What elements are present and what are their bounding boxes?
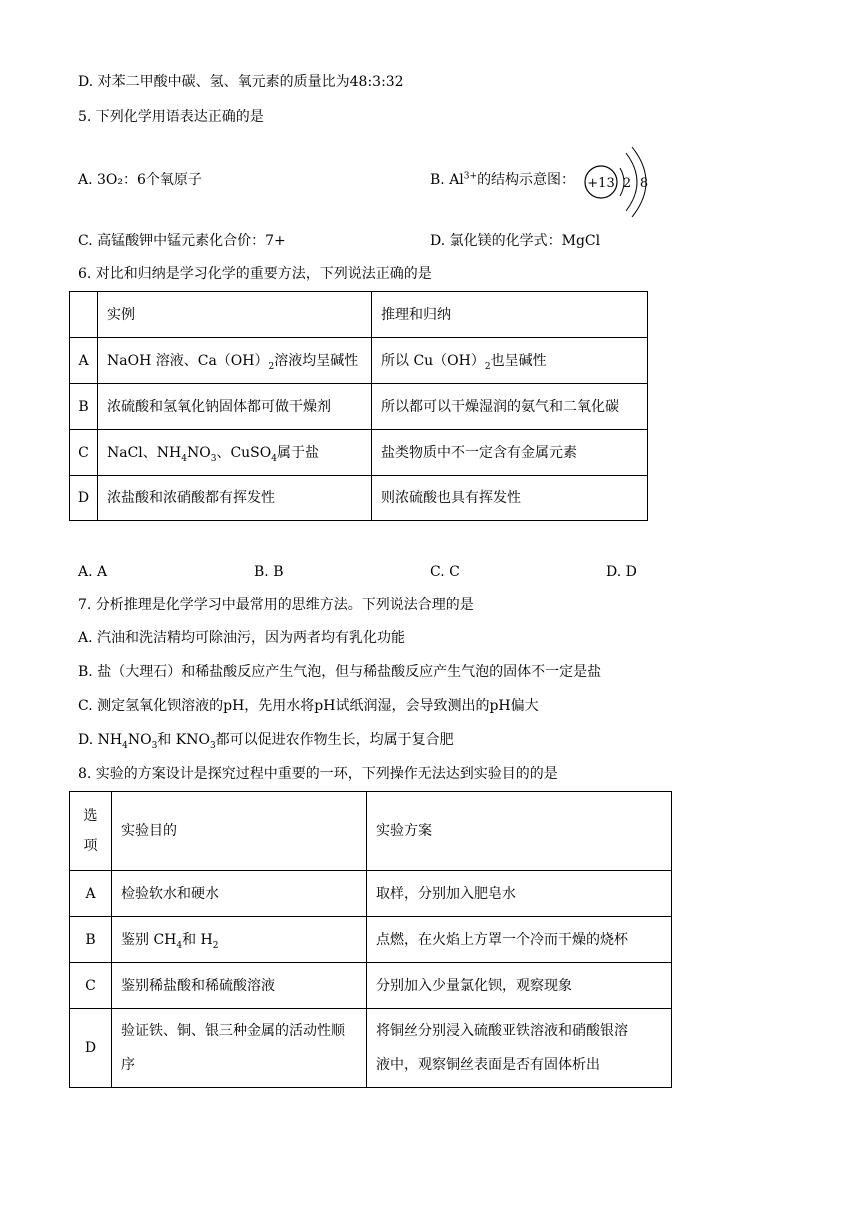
text-run: 验证铁、铜、银三种金属的活动性顺 — [121, 1023, 345, 1039]
shell-1-electrons: 2 — [622, 176, 632, 191]
q5-stem: 5. 下列化学用语表达正确的是 — [78, 109, 264, 125]
q6-option-c: C. C — [430, 564, 460, 580]
subscript: 4 — [122, 740, 128, 751]
row-label: A — [70, 338, 98, 384]
row-label: C — [70, 963, 112, 1009]
row-label: B — [70, 917, 112, 963]
q7-option-b: B. 盐（大理石）和稀盐酸反应产生气泡，但与稀盐酸反应产生气泡的固体不一定是盐 — [78, 664, 602, 680]
q5-option-a: A. 3O₂：6个氧原子 — [78, 172, 202, 188]
subscript: 3 — [209, 740, 216, 751]
row-example: 浓盐酸和浓硝酸都有挥发性 — [98, 476, 372, 521]
text-run: 、CuSO — [216, 444, 272, 461]
q5-option-b-suffix: 的结构示意图： — [477, 172, 576, 188]
table-row — [70, 430, 648, 476]
table-row — [70, 384, 648, 430]
text-run: 所以 Cu（OH） — [381, 352, 485, 369]
row-plan — [367, 1009, 672, 1088]
text-run: 溶液均呈碱性 — [274, 352, 359, 369]
text-run: 属于盐 — [276, 444, 319, 461]
table-row — [70, 917, 672, 963]
q7-option-a: A. 汽油和洗洁精均可除油污，因为两者均有乳化功能 — [78, 630, 406, 646]
q6-option-d: D. D — [606, 564, 637, 580]
q8-stem: 8. 实验的方案设计是探究过程中重要的一环，下列操作无法达到实验目的的是 — [78, 766, 558, 782]
row-plan: 点燃，在火焰上方罩一个冷而干燥的烧杯 — [367, 917, 672, 963]
header-plan: 实验方案 — [367, 792, 672, 871]
q7-option-c: C. 测定氢氧化钡溶液的pH，先用水将pH试纸润湿，会导致测出的pH偏大 — [78, 698, 539, 714]
text-run: NO — [127, 732, 152, 748]
table-header-row — [70, 792, 672, 871]
subscript: 4 — [176, 940, 183, 951]
header-blank-cell — [70, 292, 98, 338]
table-row — [70, 1009, 672, 1088]
q6-table — [69, 291, 648, 521]
table-row — [70, 476, 648, 521]
header-option — [70, 792, 112, 871]
q7-stem: 7. 分析推理是化学学习中最常用的思维方法。下列说法合理的是 — [78, 597, 474, 613]
q5-ion-charge: 3+ — [463, 171, 478, 182]
text-run: 序 — [121, 1057, 135, 1073]
text-run: 将铜丝分别浸入硫酸亚铁溶液和硝酸银溶 — [376, 1023, 628, 1039]
header-example: 实例 — [98, 292, 372, 338]
row-purpose: 鉴别稀盐酸和稀硫酸溶液 — [112, 963, 367, 1009]
text-run: 也呈碱性 — [490, 352, 547, 369]
nucleus-charge: +13 — [587, 176, 615, 191]
q5-option-c: C. 高锰酸钾中锰元素化合价：7+ — [78, 233, 286, 249]
shell-2-electrons: 8 — [639, 176, 649, 191]
text-run: 和 KNO — [157, 732, 210, 748]
subscript: 2 — [212, 940, 219, 951]
text-run: NO — [186, 444, 211, 461]
text-run: 都可以促进农作物生长，均属于复合肥 — [215, 732, 454, 748]
q6-option-a: A. A — [78, 564, 108, 580]
text-run: 鉴别 CH — [121, 931, 177, 948]
subscript: 3 — [151, 740, 158, 751]
table-row — [70, 871, 672, 917]
row-inference: 盐类物质中不一定含有金属元素 — [372, 430, 648, 476]
al-ion-structure-diagram — [582, 145, 654, 219]
text-run: 项 — [83, 838, 98, 854]
row-label: D — [70, 1009, 112, 1088]
subscript: 4 — [271, 453, 277, 464]
row-inference — [372, 338, 648, 384]
row-example — [98, 338, 372, 384]
row-inference: 则浓硫酸也具有挥发性 — [372, 476, 648, 521]
header-purpose: 实验目的 — [112, 792, 367, 871]
row-example — [98, 430, 372, 476]
subscript: 4 — [181, 453, 187, 464]
text-run: NaCl、NH — [107, 444, 182, 461]
row-label: D — [70, 476, 98, 521]
q7-option-d — [78, 730, 454, 750]
row-label: B — [70, 384, 98, 430]
table-row — [70, 963, 672, 1009]
q6-option-b: B. B — [254, 564, 284, 580]
row-label: C — [70, 430, 98, 476]
subscript: 2 — [484, 361, 491, 372]
subscript: 3 — [210, 453, 217, 464]
q6-stem: 6. 对比和归纳是学习化学的重要方法，下列说法正确的是 — [78, 266, 432, 282]
row-label: A — [70, 871, 112, 917]
subscript: 2 — [268, 361, 275, 372]
row-purpose — [112, 1009, 367, 1088]
text-run: 液中，观察铜丝表面是否有固体析出 — [376, 1057, 600, 1073]
row-example: 浓硫酸和氢氧化钠固体都可做干燥剂 — [98, 384, 372, 430]
q8-table — [69, 791, 672, 1088]
table-row — [70, 338, 648, 384]
text-run: 选 — [83, 808, 98, 824]
row-plan: 分别加入少量氯化钡，观察现象 — [367, 963, 672, 1009]
row-plan: 取样，分别加入肥皂水 — [367, 871, 672, 917]
row-inference: 所以都可以干燥湿润的氨气和二氧化碳 — [372, 384, 648, 430]
table-header-row — [70, 292, 648, 338]
text-run: 和 H — [182, 931, 213, 948]
q5-option-b-prefix: B. Al — [430, 172, 464, 188]
text-run: NaOH 溶液、Ca（OH） — [107, 352, 269, 369]
q5-option-d: D. 氯化镁的化学式：MgCl — [430, 233, 601, 249]
row-purpose — [112, 917, 367, 963]
row-purpose: 检验软水和硬水 — [112, 871, 367, 917]
q4-option-d: D. 对苯二甲酸中碳、氢、氧元素的质量比为48:3:32 — [78, 74, 404, 90]
header-inference: 推理和归纳 — [372, 292, 648, 338]
text-run: D. NH — [78, 732, 123, 748]
q5-option-b — [430, 170, 575, 190]
